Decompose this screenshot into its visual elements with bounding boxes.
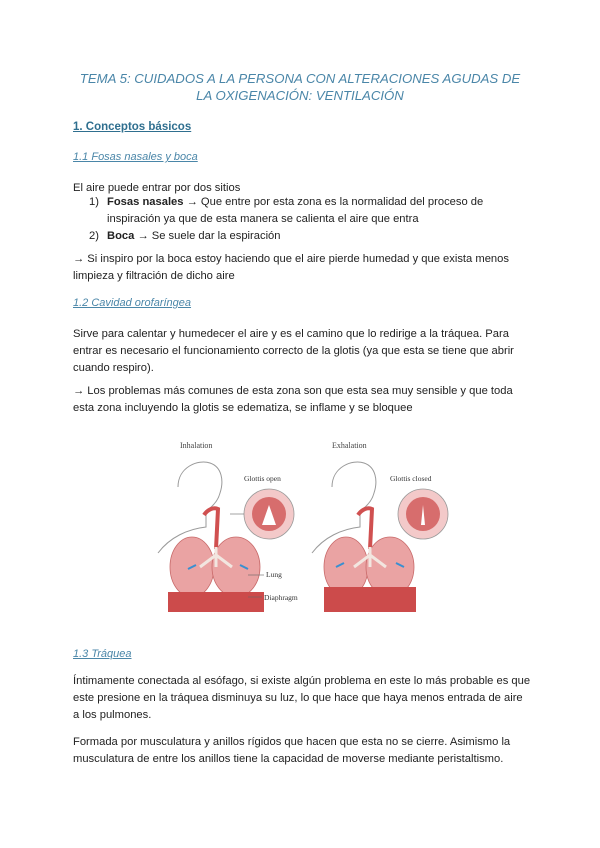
line: musculatura de entre los anillos tiene la capacidad de moverse mediante peristaltismo. xyxy=(73,753,504,765)
document-title xyxy=(60,70,540,104)
list-bold-term: Boca xyxy=(107,230,135,242)
list-item-2 xyxy=(89,228,529,245)
line: este presione en la tráquea disminuya su luz, lo que hace que haya menos entrada de aire xyxy=(73,692,523,704)
line: esta zona incluyendo la glotis se edematiza, se inflame y se bloquee xyxy=(73,402,413,414)
title-line-1: TEMA 5: CUIDADOS A LA PERSONA CON ALTERACIONES AGUDAS DE xyxy=(79,71,521,86)
title-line-2: LA OXIGENACIÓN: VENTILACIÓN xyxy=(196,88,404,103)
diaphragm-label: Diaphragm xyxy=(264,593,298,602)
illustration-svg xyxy=(148,437,452,612)
airway xyxy=(204,508,218,549)
line: a los pulmones. xyxy=(73,709,152,721)
list-text: → Que entre por esta zona es la normalidad del proceso de xyxy=(183,196,484,208)
right-lung xyxy=(212,537,260,597)
list-item-1 xyxy=(89,194,529,228)
line: Formada por musculatura y anillos rígidos que hacen que esta no se cierre. Asimismo la xyxy=(73,736,511,748)
paragraph-orofaringea xyxy=(73,326,533,377)
line: entrar es necesario el funcionamiento correcto de la glotis (ya que esta se tiene que abrir xyxy=(73,345,514,357)
inhalation-label: Inhalation xyxy=(180,441,213,450)
respiration-illustration xyxy=(148,437,452,612)
subheading-cavidad-orofaringea: 1.2 Cavidad orofaríngea xyxy=(73,297,192,309)
paragraph-note xyxy=(73,251,533,285)
section-heading-conceptos: 1. Conceptos básicos xyxy=(73,121,192,133)
line: Íntimamente conectada al esófago, si existe algún problema en este lo más probable es que xyxy=(73,675,531,687)
paragraph-intro: El aire puede entrar por dos sitios xyxy=(73,182,241,194)
glottis-open-label: Glottis open xyxy=(244,474,281,483)
line: cuando respiro). xyxy=(73,362,154,374)
list-text: → Se suele dar la espiración xyxy=(134,230,281,242)
inhalation-figure xyxy=(158,441,298,612)
diaphragm xyxy=(324,587,416,612)
note-line-2: limpieza y filtración de dicho aire xyxy=(73,270,235,282)
subheading-traquea: 1.3 Tráquea xyxy=(73,648,132,660)
subheading-fosas-nasales: 1.1 Fosas nasales y boca xyxy=(73,151,198,163)
list-bold-term: Fosas nasales xyxy=(107,196,184,208)
lung-label: Lung xyxy=(266,570,282,579)
exhalation-figure xyxy=(312,441,448,612)
note-line-1: → Si inspiro por la boca estoy haciendo que el aire pierde humedad y que exista menos xyxy=(73,253,509,265)
list-number: 1) xyxy=(89,196,99,208)
list-text-continuation: inspiración ya que de esta manera se calienta el aire que entra xyxy=(107,213,419,225)
exhalation-label: Exhalation xyxy=(332,441,367,450)
paragraph-traquea xyxy=(73,673,533,724)
paragraph-problemas xyxy=(73,383,533,417)
airway xyxy=(358,508,372,549)
line: Sirve para calentar y humedecer el aire y es el camino que lo redirige a la tráquea. Para xyxy=(73,328,509,340)
list-number: 2) xyxy=(89,230,99,242)
glottis-closed-label: Glottis closed xyxy=(390,474,432,483)
paragraph-musculatura xyxy=(73,734,533,768)
diaphragm xyxy=(168,592,264,612)
line: → Los problemas más comunes de esta zona son que esta sea muy sensible y que toda xyxy=(73,385,513,397)
